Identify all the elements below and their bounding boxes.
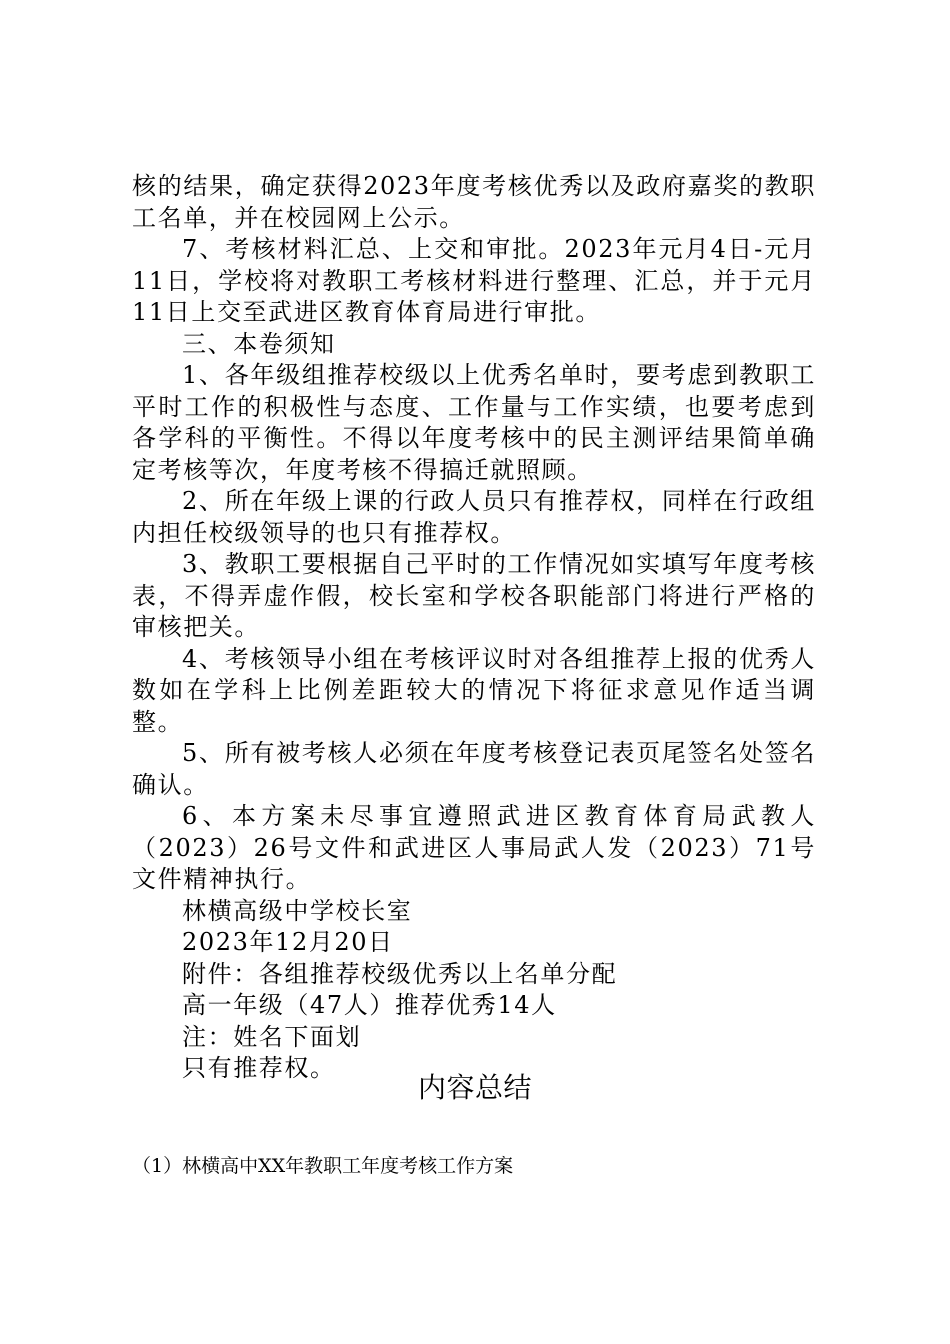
paragraph-note-3: 3、教职工要根据自己平时的工作情况如实填写年度考核表，不得弄虚作假，校长室和学校各职能部门将进行严格的审核把关。 xyxy=(132,550,816,641)
note-continuation: 只有推荐权。 xyxy=(182,1054,336,1082)
paragraph-note-4: 4、考核领导小组在考核评议时对各组推荐上报的优秀人数如在学科上比例差距较大的情况下将征求意见作适当调整。 xyxy=(132,644,816,736)
summary-title: 内容总结 xyxy=(417,1071,532,1104)
paragraph-note-5: 5、所有被考核人必须在年度考核登记表页尾签名处签名确认。 xyxy=(132,739,816,799)
paragraph-step-7: 7、考核材料汇总、上交和审批。2023年元月4日-元月11日，学校将对教职工考核材料进行整理、汇总，并于元月11日上交至武进区教育体育局进行审批。 xyxy=(132,235,816,326)
document-body xyxy=(132,171,816,1085)
paragraph-note-6: 6、本方案未尽事宜遵照武进区教育体育局武教人（2023）26号文件和武进区人事局武人发（2023）71号文件精神执行。 xyxy=(132,802,816,893)
summary-item: （1）林横高中XX年教职工年度考核工作方案 xyxy=(132,1155,514,1177)
date: 2023年12月20日 xyxy=(182,928,394,956)
grade-line: 高一年级（47人）推荐优秀14人 xyxy=(182,991,557,1019)
paragraph-note-1: 1、各年级组推荐校级以上优秀名单时，要考虑到教职工平时工作的积极性与态度、工作量与工作实绩，也要考虑到各学科的平衡性。不得以年度考核中的民主测评结果简单确定考核等次，年度考核不得搞迁就照顾。 xyxy=(132,361,816,484)
paragraph-continued: 核的结果，确定获得2023年度考核优秀以及政府嘉奖的教职工名单，并在校园网上公示。 xyxy=(132,172,816,232)
note-line: 注：姓名下面划 xyxy=(182,1022,362,1051)
signature: 林横高级中学校长室 xyxy=(182,896,413,925)
section-heading-notes: 三、本卷须知 xyxy=(182,329,336,358)
attachment-line: 附件：各组推荐校级优秀以上名单分配 xyxy=(182,959,618,988)
paragraph-note-2: 2、所在年级上课的行政人员只有推荐权，同样在行政组内担任校级领导的也只有推荐权。 xyxy=(132,487,816,547)
